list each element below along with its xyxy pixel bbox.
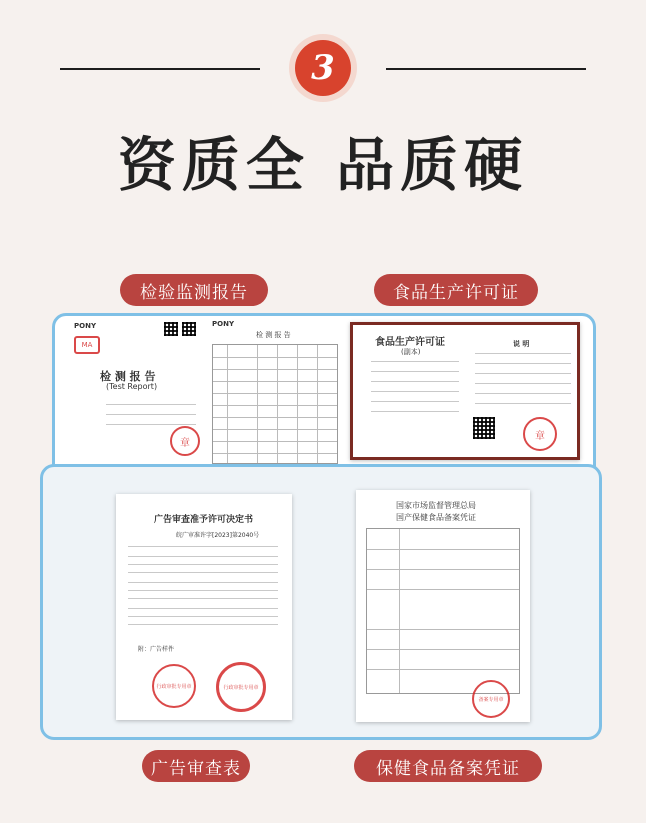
report-logo: PONY (212, 320, 235, 328)
label-ad-review: 广告审查表 (142, 750, 250, 782)
license-note-title: 说 明 (513, 340, 530, 348)
label-production-license: 食品生产许可证 (374, 274, 538, 306)
record-table (366, 528, 520, 694)
license-subtitle: (副本) (401, 348, 421, 356)
ad-approval-doc (116, 494, 292, 720)
report-subtitle: (Test Report) (106, 382, 158, 391)
ad-ref: 皖广审准许字[2023]第2040号 (176, 532, 260, 539)
qr-code-icon (164, 322, 178, 336)
step-number-badge (295, 40, 351, 96)
result-table (212, 344, 338, 464)
qr-code-icon (473, 417, 495, 439)
header-divider-right (386, 68, 586, 70)
qr-code-icon (182, 322, 196, 336)
badge-number: 3 (311, 48, 335, 88)
hf-title-1: 国家市场监督管理总局 (396, 501, 476, 510)
hf-title-2: 国产保健食品备案凭证 (396, 513, 476, 522)
ad-title: 广告审查准予许可决定书 (154, 515, 254, 525)
red-seal-icon: 行政审批专用章 (216, 662, 266, 712)
red-seal-icon: 章 (170, 426, 200, 456)
red-seal-icon: 备案专用章 (472, 680, 510, 718)
report-title: 检 测 报 告 (100, 370, 156, 383)
page-headline: 资质全 品质硬 (117, 131, 529, 199)
test-report-cover (66, 318, 206, 458)
label-test-report: 检验监测报告 (120, 274, 268, 306)
red-seal-icon: 章 (523, 417, 557, 451)
report-logo: PONY (74, 322, 97, 330)
red-seal-icon: 行政审批专用章 (152, 664, 196, 708)
ma-mark-icon: MA (74, 336, 100, 354)
label-health-food-record: 保健食品备案凭证 (354, 750, 542, 782)
header-divider-left (60, 68, 260, 70)
report-title: 检 测 报 告 (256, 331, 291, 339)
production-license-doc (350, 322, 580, 460)
license-title: 食品生产许可证 (375, 337, 445, 348)
ad-footer: 附：广告样件 (138, 646, 175, 653)
test-report-table (206, 318, 342, 468)
health-food-record-doc (356, 490, 530, 722)
